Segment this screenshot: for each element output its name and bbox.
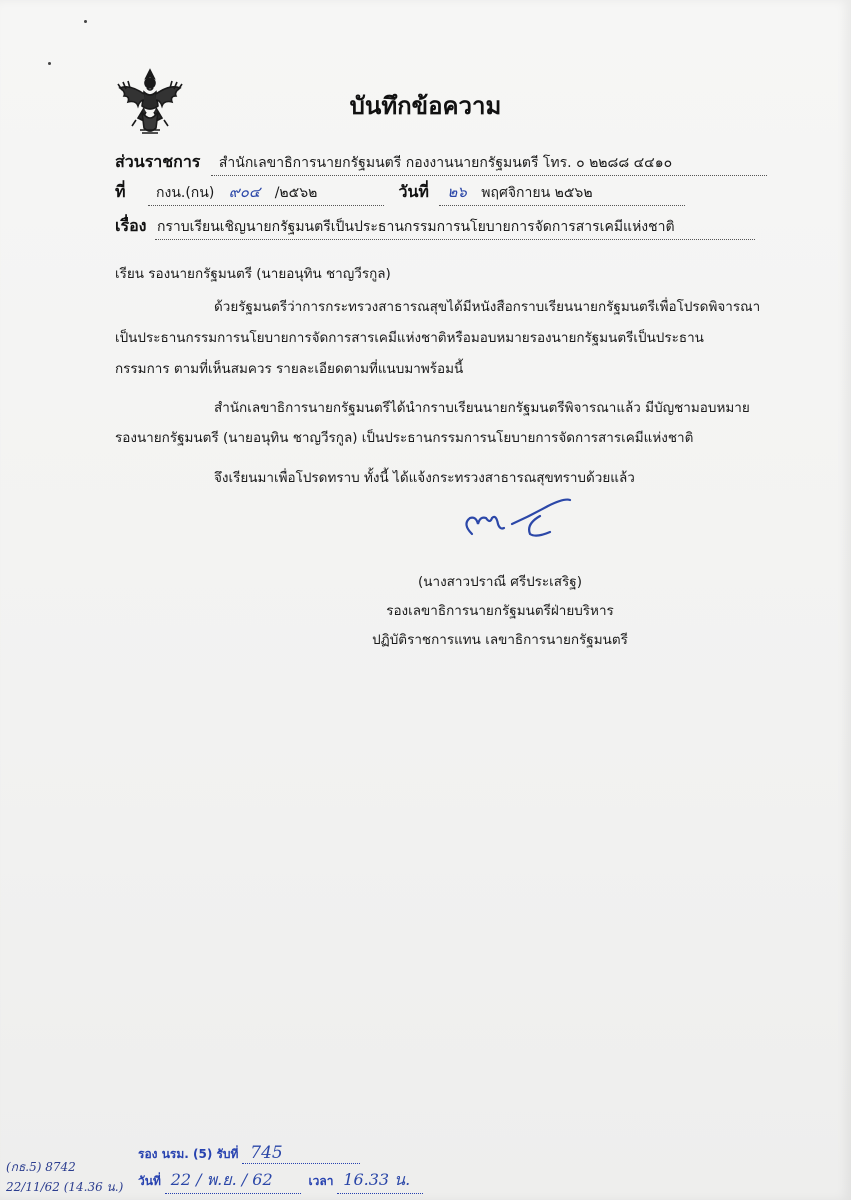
paragraph-1-line-1: ด้วยรัฐมนตรีว่าการกระทรวงสาธารณสุขได้มีหนังสือกราบเรียนนายกรัฐมนตรีเพื่อโปรดพิจารณา: [214, 299, 761, 315]
receipt-stamp-row-1: [138, 1143, 360, 1164]
receipt-time-label: เวลา: [308, 1174, 334, 1188]
date-handwritten: ๒๖: [447, 183, 467, 201]
paper-speck: [84, 20, 87, 23]
margin-note-line-2: 22/11/62 (14.36 น.): [6, 1180, 124, 1194]
agency-row: [115, 150, 767, 176]
subject-row: [115, 214, 755, 240]
number-field: [148, 180, 384, 206]
paragraph-1-line-2: เป็นประธานกรรมการนโยบายการจัดการสารเคมีแห่งชาติหรือมอบหมายรองนายกรัฐมนตรีเป็นประธาน: [115, 330, 704, 346]
number-label: ที่: [115, 182, 126, 201]
date-field: [439, 180, 685, 206]
receipt-stamp-row-2: [138, 1168, 423, 1194]
agency-label: ส่วนราชการ: [115, 152, 201, 171]
paragraph-3-line-1: จึงเรียนมาเพื่อโปรดทราบ ทั้งนี้ ได้แจ้งกระทรวงสาธารณสุขทราบด้วยแล้ว: [214, 470, 635, 486]
memo-title: บันทึกข้อความ: [349, 92, 502, 120]
paper-speck: [48, 62, 51, 65]
receipt-office-label: รอง นรม. (5) รับที่: [138, 1147, 239, 1161]
paragraph-2-line-1: สำนักเลขาธิการนายกรัฐมนตรีได้นำกราบเรียนนายกรัฐมนตรีพิจารณาแล้ว มีบัญชามอบหมาย: [214, 400, 750, 416]
salutation: เรียน รองนายกรัฐมนตรี (นายอนุทิน ชาญวีรกูล): [115, 266, 391, 282]
paragraph-2-line-2: รองนายกรัฐมนตรี (นายอนุทิน ชาญวีรกูล) เป็นประธานกรรมการนโยบายการจัดการสารเคมีแห่งชาติ: [115, 430, 694, 446]
subject-value: กราบเรียนเชิญนายกรัฐมนตรีเป็นประธานกรรมการนโยบายการจัดการสารเคมีแห่งชาติ: [155, 216, 755, 240]
signatory-name: (นางสาวปราณี ศรีประเสริฐ): [418, 574, 582, 590]
number-suffix: /๒๕๖๒: [274, 185, 318, 201]
signatory-acting: ปฏิบัติราชการแทน เลขาธิการนายกรัฐมนตรี: [372, 632, 628, 648]
subject-label: เรื่อง: [115, 216, 147, 235]
signatory-position: รองเลขาธิการนายกรัฐมนตรีฝ่ายบริหาร: [386, 603, 614, 619]
paragraph-1-line-3: กรรมการ ตามที่เห็นสมควร รายละเอียดตามที่แนบมาพร้อมนี้: [115, 361, 464, 377]
receipt-date: 22 / พ.ย. / 62: [165, 1168, 301, 1194]
agency-value: สำนักเลขาธิการนายกรัฐมนตรี กองงานนายกรัฐมนตรี โทร. ๐ ๒๒๘๘ ๔๔๑๐: [211, 152, 767, 176]
date-label: วันที่: [398, 182, 429, 201]
number-date-row: [115, 180, 685, 206]
date-month-year: พฤศจิกายน ๒๕๖๒: [481, 185, 593, 201]
receipt-number: 745: [242, 1143, 360, 1164]
receipt-date-label: วันที่: [138, 1174, 161, 1188]
margin-note-line-1: (กธ.5) 8742: [6, 1160, 76, 1174]
handwritten-signature: [460, 494, 580, 550]
receipt-time: 16.33 น.: [337, 1168, 423, 1194]
number-handwritten: ๙๐๔: [228, 183, 261, 201]
number-prefix: กงน.(กน): [156, 185, 215, 201]
